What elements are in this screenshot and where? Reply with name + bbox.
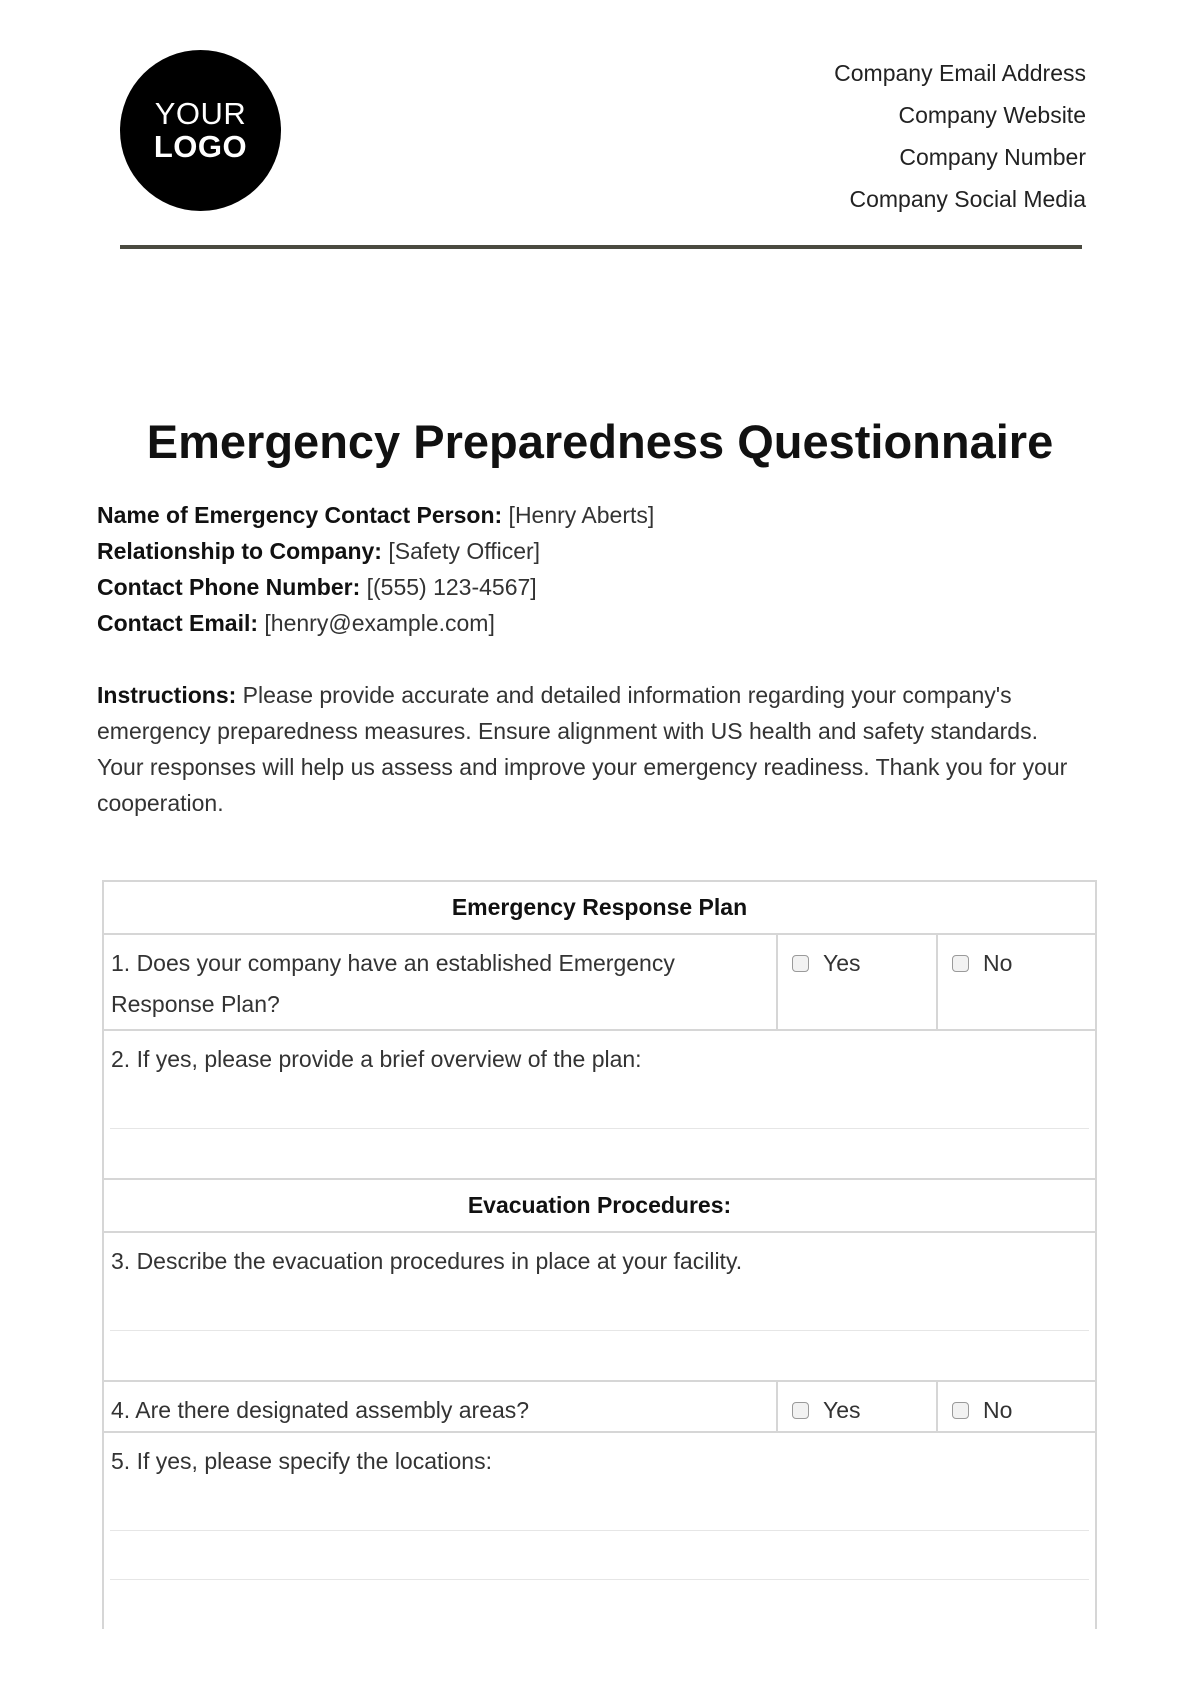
question-5-answer-line[interactable] <box>110 1580 1089 1629</box>
company-logo <box>120 50 281 211</box>
question-2-answer-line[interactable] <box>110 1080 1089 1129</box>
page-title: Emergency Preparedness Questionnaire <box>146 415 1054 468</box>
contact-phone-value: [(555) 123-4567] <box>360 574 537 600</box>
section-header-emergency-response-plan: Emergency Response Plan <box>104 882 1095 935</box>
question-row-4 <box>104 1382 1095 1433</box>
question-1-no-checkbox[interactable] <box>952 955 969 972</box>
instructions-text: Please provide accurate and detailed information regarding your company's emergency preparedness measures. Ensure alignment with US health and safety standards. Your responses will help us assess and improve your emergency readiness. Thank you for your cooperation. <box>97 682 1068 816</box>
question-3-answer-line[interactable] <box>110 1331 1089 1380</box>
questionnaire-form <box>102 880 1097 1629</box>
company-email: Company Email Address <box>834 60 1086 86</box>
question-4-no-option[interactable] <box>938 1382 1095 1431</box>
question-1-yes-option[interactable] <box>778 935 938 1029</box>
contact-details <box>97 497 654 641</box>
contact-relationship-value: [Safety Officer] <box>381 538 541 564</box>
question-4-yes-label: Yes <box>823 1397 861 1423</box>
question-1-text: 1. Does your company have an established Emergency Response Plan? <box>104 935 778 1029</box>
contact-email-row <box>97 605 654 641</box>
question-block-2 <box>104 1031 1095 1180</box>
question-2-text: 2. If yes, please provide a brief overview of the plan: <box>111 1046 642 1072</box>
contact-name-value: [Henry Aberts] <box>502 502 655 528</box>
logo-text-top: YOUR <box>154 95 247 131</box>
section-header-evacuation-procedures: Evacuation Procedures: <box>104 1180 1095 1233</box>
question-4-yes-option[interactable] <box>778 1382 938 1431</box>
contact-relationship-row <box>97 533 654 569</box>
question-2-answer-line[interactable] <box>110 1129 1089 1178</box>
question-4-no-checkbox[interactable] <box>952 1402 969 1419</box>
question-4-no-label: No <box>983 1397 1013 1423</box>
question-row-1 <box>104 935 1095 1031</box>
question-1-no-label: No <box>983 950 1013 976</box>
question-3-answer-line[interactable] <box>110 1282 1089 1331</box>
question-5-answer-line[interactable] <box>110 1482 1089 1531</box>
instructions-label: Instructions: <box>97 682 237 708</box>
question-3-text: 3. Describe the evacuation procedures in place at your facility. <box>111 1248 743 1274</box>
question-block-5 <box>104 1433 1095 1629</box>
contact-name-label: Name of Emergency Contact Person: <box>97 502 503 528</box>
contact-email-label: Contact Email: <box>97 610 259 636</box>
company-website: Company Website <box>898 102 1086 128</box>
company-social-media: Company Social Media <box>849 186 1086 212</box>
header-divider <box>120 245 1082 249</box>
contact-phone-row <box>97 569 654 605</box>
contact-relationship-label: Relationship to Company: <box>97 538 382 564</box>
contact-email-value: [henry@example.com] <box>258 610 495 636</box>
question-block-3 <box>104 1233 1095 1382</box>
question-1-yes-checkbox[interactable] <box>792 955 809 972</box>
question-4-yes-checkbox[interactable] <box>792 1402 809 1419</box>
question-1-yes-label: Yes <box>823 950 861 976</box>
question-5-text: 5. If yes, please specify the locations: <box>111 1448 492 1474</box>
contact-phone-label: Contact Phone Number: <box>97 574 361 600</box>
question-4-text: 4. Are there designated assembly areas? <box>104 1382 778 1431</box>
instructions-paragraph <box>97 677 1087 821</box>
question-5-answer-line[interactable] <box>110 1531 1089 1580</box>
company-info <box>834 52 1086 220</box>
contact-name-row <box>97 497 654 533</box>
logo-text-bottom: LOGO <box>153 128 248 164</box>
question-1-no-option[interactable] <box>938 935 1095 1029</box>
company-number: Company Number <box>899 144 1086 170</box>
